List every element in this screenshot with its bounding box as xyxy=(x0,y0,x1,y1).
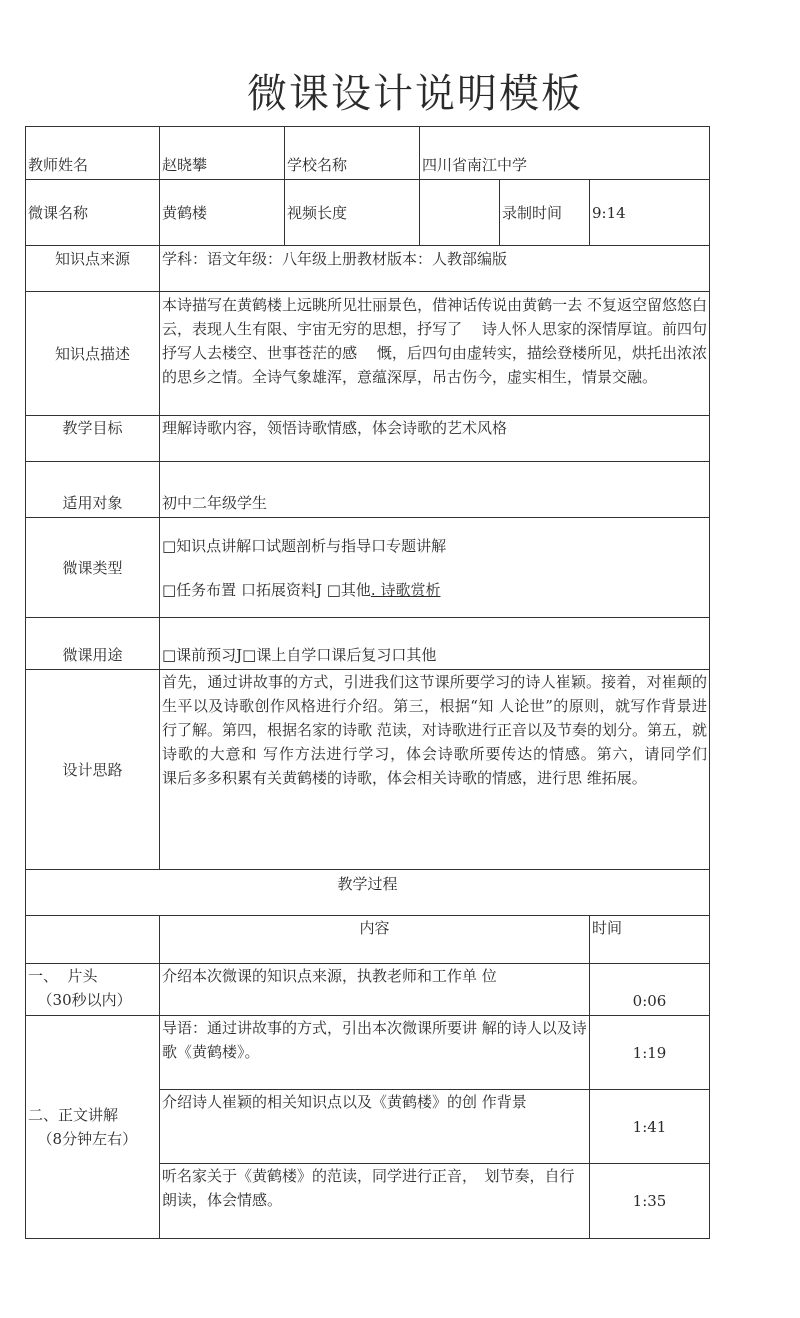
table-row xyxy=(26,180,710,246)
audience-label: 适用对象 xyxy=(26,462,160,518)
table-row xyxy=(26,1016,710,1090)
audience-value: 初中二年级学生 xyxy=(160,462,710,518)
use-value: □课前预习J□课上自学口课后复习口其他 xyxy=(160,618,710,670)
content-header: 内容 xyxy=(160,916,590,964)
type-line-2 xyxy=(162,578,707,602)
time-header: 时间 xyxy=(590,916,710,964)
type-value xyxy=(160,518,710,618)
section-label: 一、 片头 （30秒以内） xyxy=(26,964,160,1016)
type-line-1: □知识点讲解口试题剖析与指导口专题讲解 xyxy=(162,536,447,555)
table-row xyxy=(26,246,710,292)
table-row xyxy=(26,670,710,870)
goal-value: 理解诗歌内容，领悟诗歌情感，体会诗歌的艺术风格 xyxy=(160,416,710,462)
use-label: 微课用途 xyxy=(26,618,160,670)
video-length-label: 视频长度 xyxy=(285,180,420,246)
step-time: 1:35 xyxy=(590,1164,710,1239)
table-row xyxy=(26,462,710,518)
step-time: 1:41 xyxy=(590,1090,710,1164)
design-value: 首先，通过讲故事的方式，引进我们这节课所要学习的诗人崔颖。接着，对崔颠的生平以及诗歌创作风格进行介绍。第三，根据“知 人论世”的原则，就写作背景进行了解。第四，根据名家的诗歌 范读，对诗歌进行正音以及节奏的划分。第五，就诗歌的大意和 写作方法进行学习，体会诗歌所要传达的情感。第六，请同学们 课后多多积累有关黄鹤楼的诗歌，体会相关诗歌的情感，进行思 维拓展。 xyxy=(160,670,710,870)
type-options: □任务布置 口拓展资料J □其他 xyxy=(162,580,371,599)
table-row xyxy=(26,416,710,462)
step-content: 介绍诗人崔颖的相关知识点以及《黄鹤楼》的创 作背景 xyxy=(160,1090,590,1164)
table-row xyxy=(26,870,710,916)
course-design-table xyxy=(25,126,727,1239)
description-label: 知识点描述 xyxy=(26,292,160,416)
step-time: 0:06 xyxy=(590,964,710,1016)
goal-label: 教学目标 xyxy=(26,416,160,462)
table-row xyxy=(26,916,710,964)
source-label: 知识点来源 xyxy=(26,246,160,292)
table-row xyxy=(26,127,710,180)
step-content: 听名家关于《黄鹤楼》的范读，同学进行正音， 划节奏，自行朗读，体会情感。 xyxy=(160,1164,590,1239)
description-value: 本诗描写在黄鹤楼上远眺所见壮丽景色，借神话传说由黄鹤一去 不复返空留悠悠白云，表现人生有限、宇宙无穷的思想，抒写了 诗人怀人思家的深情厚谊。前四句抒写人去楼空、世事苍茫的感 慨，后四句由虚转实，描绘登楼所见，烘托出浓浓的思乡之情。全诗气象雄浑，意蕴深厚，吊古伤今，虚实相生，情景交融。 xyxy=(160,292,710,416)
page-title: 微课设计说明模板 xyxy=(247,71,583,117)
record-time-label: 录制时间 xyxy=(500,180,590,246)
process-header: 教学过程 xyxy=(26,870,710,916)
step-content: 导语：通过讲故事的方式，引出本次微课所要讲 解的诗人以及诗歌《黄鹤楼》。 xyxy=(160,1016,590,1090)
type-label: 微课类型 xyxy=(26,518,160,618)
step-time: 1:19 xyxy=(590,1016,710,1090)
table-row xyxy=(26,618,710,670)
course-value: 黄鹤楼 xyxy=(160,180,285,246)
section-label: 二、正文讲解 （8分钟左右） xyxy=(26,1016,160,1239)
teacher-value: 赵晓攀 xyxy=(160,127,285,180)
record-time-value: 9:14 xyxy=(590,180,710,246)
school-value: 四川省南江中学 xyxy=(420,127,710,180)
course-label: 微课名称 xyxy=(26,180,160,246)
type-other-value: . 诗歌赏析 xyxy=(370,580,441,599)
video-length-value xyxy=(420,180,500,246)
table-row xyxy=(26,964,710,1016)
source-value: 学科：语文年级：八年级上册教材版本：人教部编版 xyxy=(160,246,710,292)
table-row xyxy=(26,518,710,618)
school-label: 学校名称 xyxy=(285,127,420,180)
teacher-label: 教师姓名 xyxy=(26,127,160,180)
design-label: 设计思路 xyxy=(26,670,160,870)
step-content: 介绍本次微课的知识点来源，执教老师和工作单 位 xyxy=(160,964,590,1016)
table-row xyxy=(26,292,710,416)
